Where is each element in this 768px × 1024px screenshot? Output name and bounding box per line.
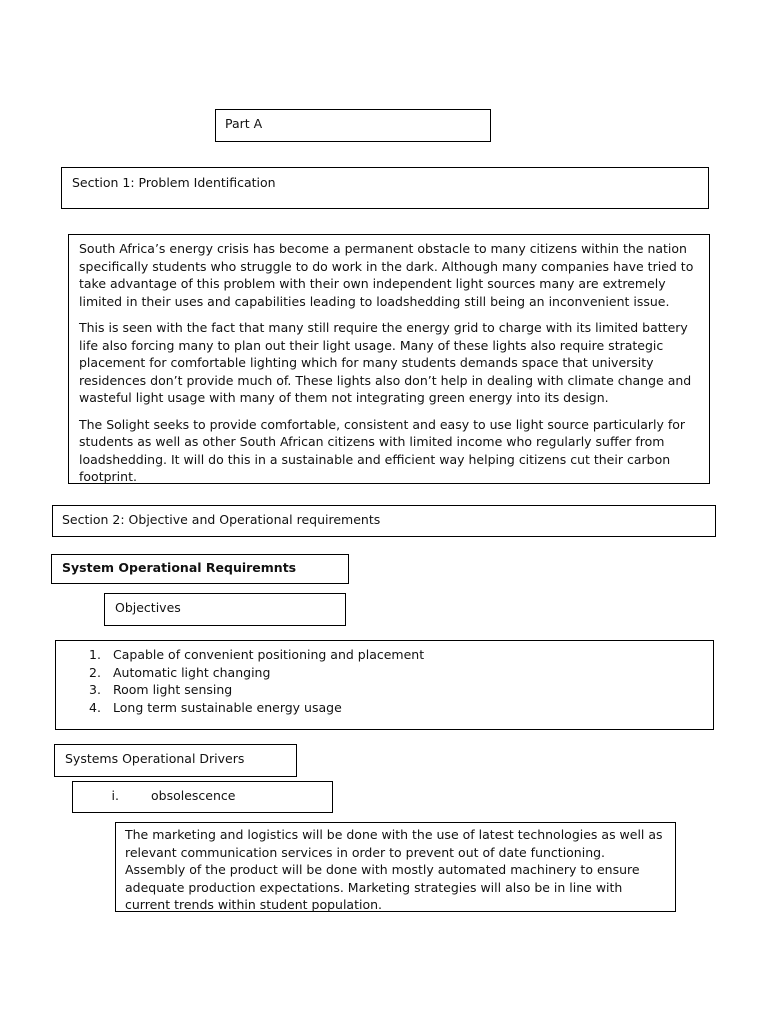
objectives-heading: Objectives xyxy=(115,600,181,615)
system-requirements-heading: System Operational Requiremnts xyxy=(62,560,297,575)
driver-item xyxy=(73,787,332,805)
objectives-heading-box xyxy=(104,593,346,626)
part-title: Part A xyxy=(225,116,263,131)
driver-paragraph: The marketing and logistics will be done with the use of latest technologies as well as relevant communication services in order to prevent out of date functioning. Assembly of the product will be done with mostly automated machinery to ensure adequate production expectations. Marketing strategies will also be in line with current trends within student population. xyxy=(125,827,663,912)
section1-heading: Section 1: Problem Identification xyxy=(72,175,276,190)
section2-heading: Section 2: Objective and Operational requirements xyxy=(62,512,381,527)
driver-paragraph-box xyxy=(115,822,676,912)
driver-item-text: obsolescence xyxy=(151,788,236,803)
driver-item-number: i. xyxy=(111,788,119,803)
objective-item-3: 3. Room light sensing xyxy=(89,682,233,697)
drivers-heading: Systems Operational Drivers xyxy=(65,751,245,766)
drivers-heading-box xyxy=(54,744,297,777)
objective-item-1: 1. Capable of convenient positioning and placement xyxy=(89,647,425,662)
section1-heading-box xyxy=(61,167,709,209)
part-title-box xyxy=(215,109,491,142)
system-requirements-heading-box xyxy=(51,554,349,584)
objectives-list xyxy=(89,646,703,716)
section1-paragraph-1: South Africa’s energy crisis has become a permanent obstacle to many citizens within the nation specifically students who struggle to do work in the dark. Although many companies have tried to take advantage of this problem with their own independent light sources many are extremely limited in their uses and capabilities leading to loadshedding still being an inconvenient issue. xyxy=(79,241,694,309)
section1-paragraph-2: This is seen with the fact that many still require the energy grid to charge with its limited battery life also forcing many to plan out their light usage. Many of these lights also require strategic placement for comfortable lighting which for many students demands space that university residences don’t provide much of. These lights also don’t help in dealing with climate change and wasteful light usage with many of them not integrating green energy into its design. xyxy=(79,320,692,405)
driver-item-box xyxy=(72,781,333,813)
objectives-list-box xyxy=(55,640,714,730)
objective-item-2: 2. Automatic light changing xyxy=(89,664,271,680)
objective-item-4: 4. Long term sustainable energy usage xyxy=(89,699,342,715)
section1-body-box xyxy=(68,234,710,484)
section1-paragraph-3: The Solight seeks to provide comfortable, consistent and easy to use light source particularly for students as well as other South African citizens with limited income who regularly suffer from loadshedding. It will do this in a sustainable and efficient way helping citizens cut their carbon footprint. xyxy=(79,416,686,484)
section2-heading-box xyxy=(52,505,716,537)
